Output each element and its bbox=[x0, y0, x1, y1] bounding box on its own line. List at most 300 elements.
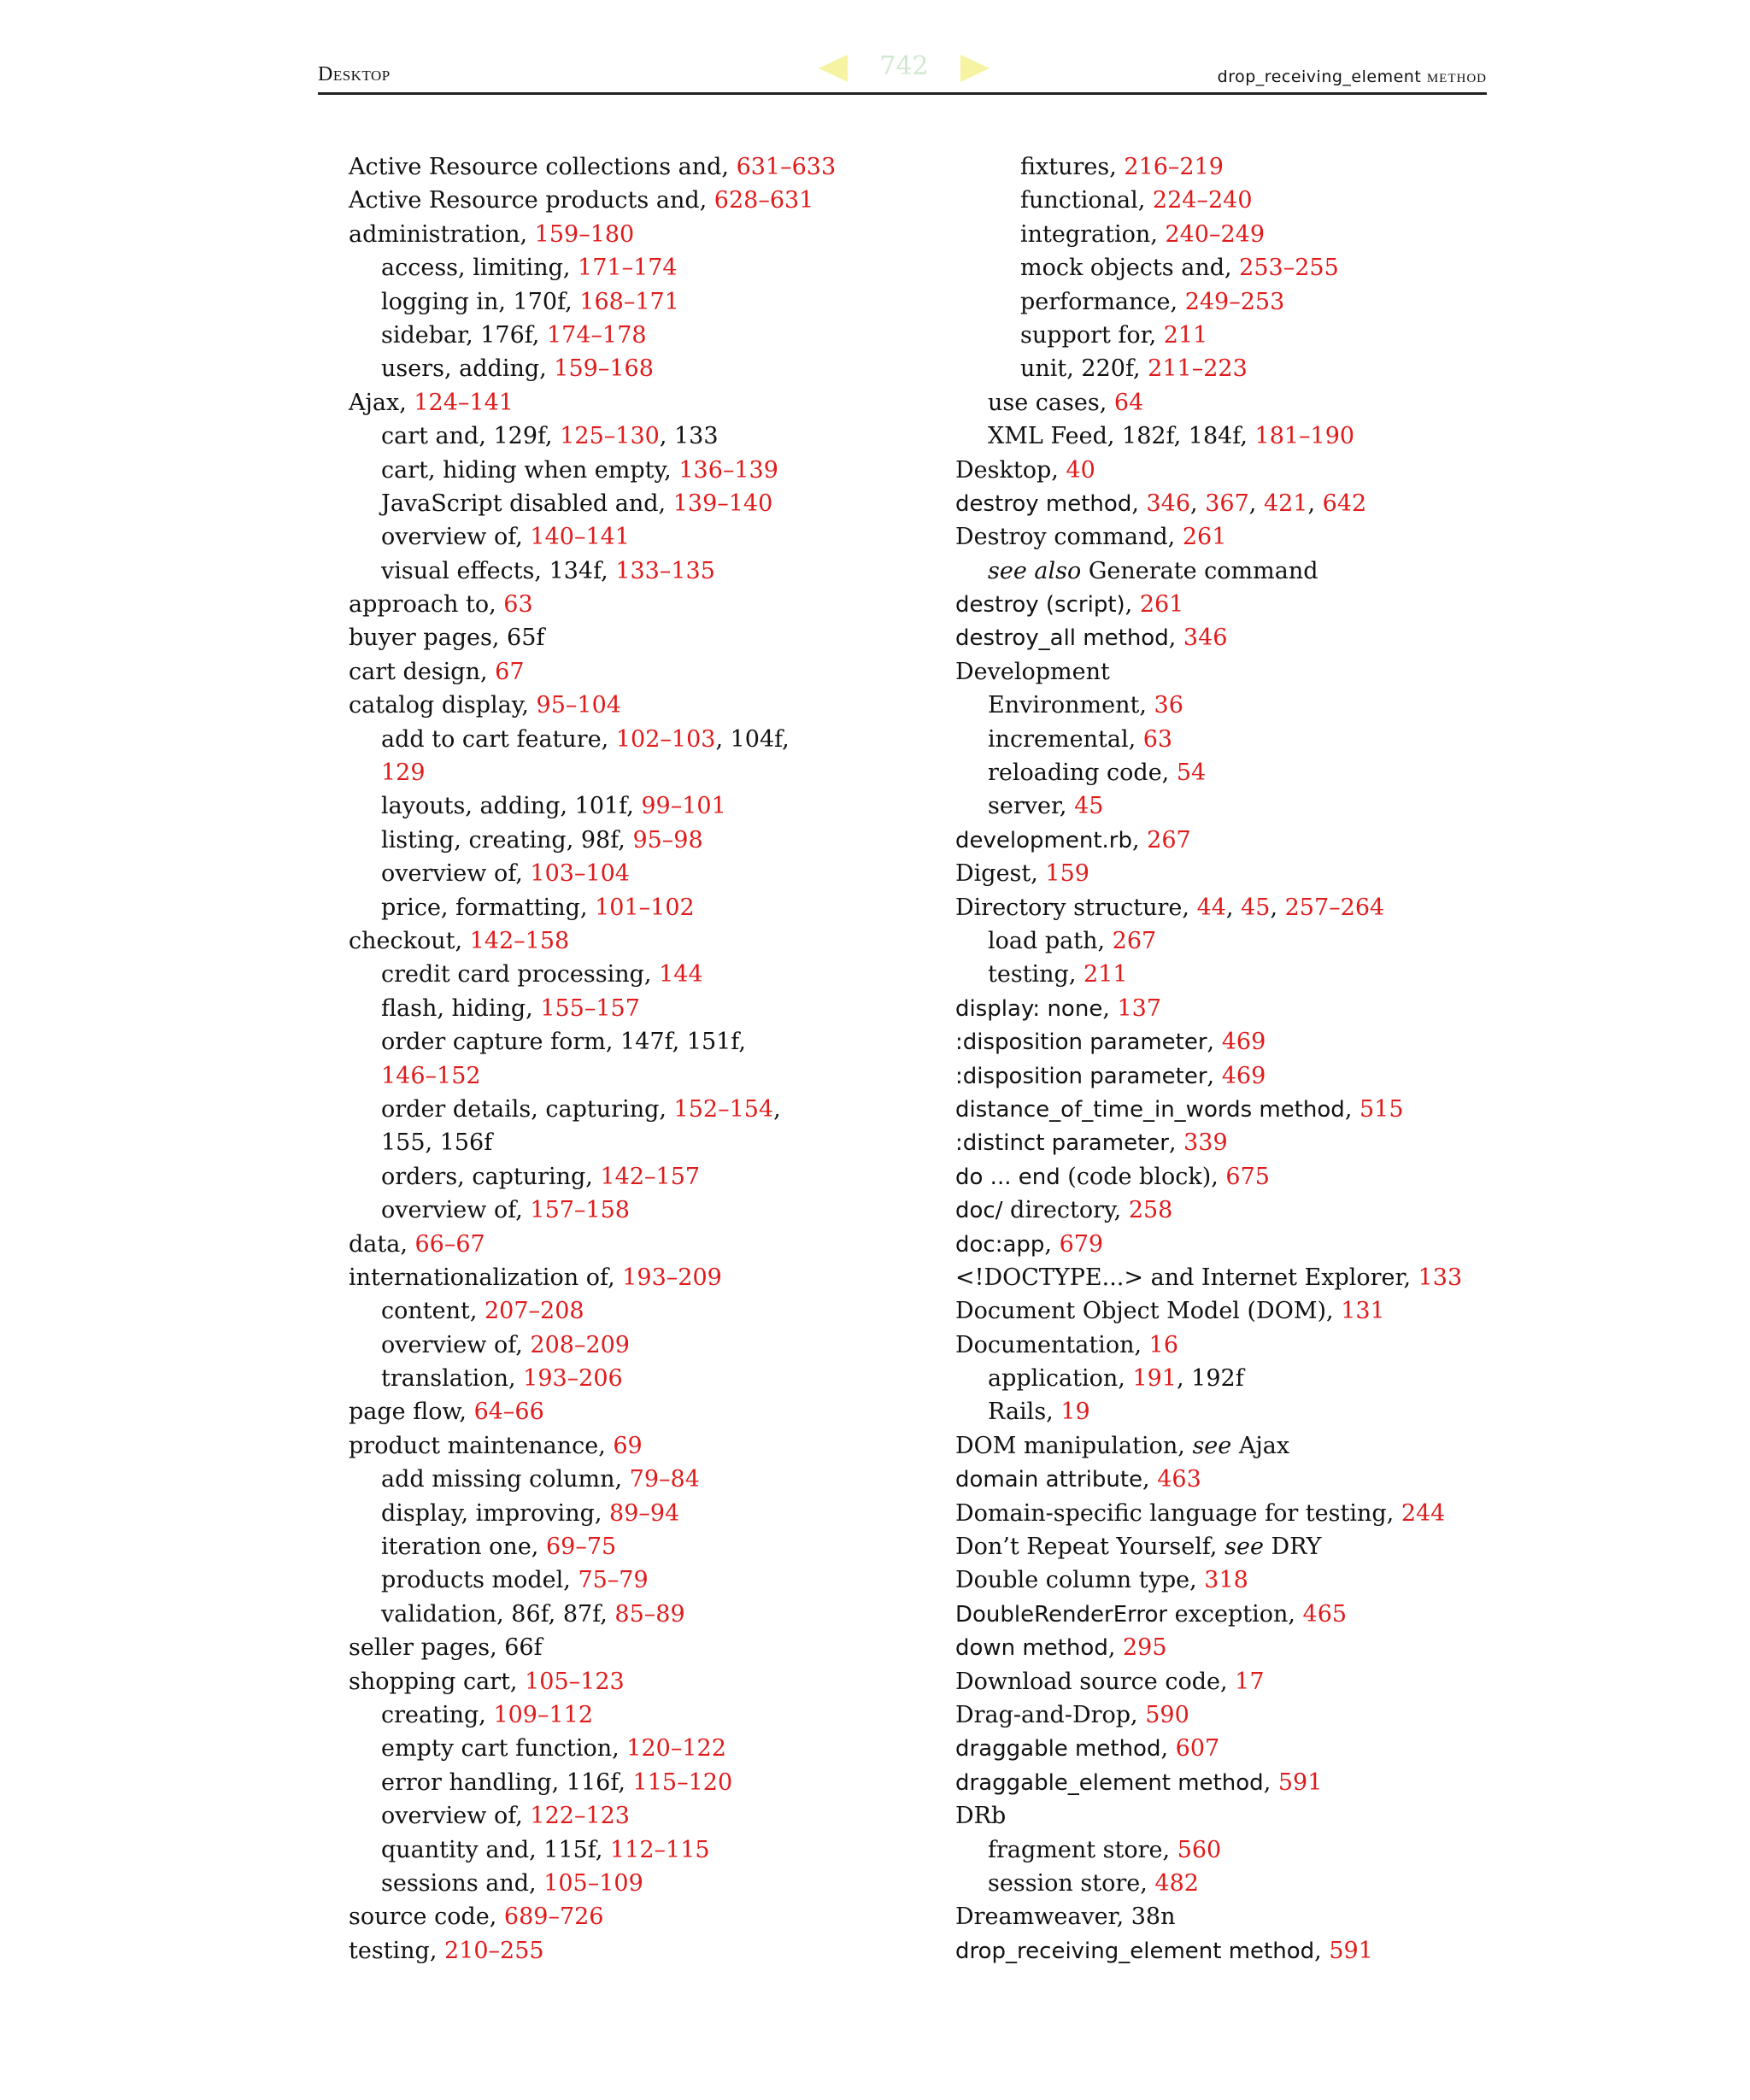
index-subentry bbox=[349, 1059, 896, 1093]
index-term-text: doc/ bbox=[955, 1198, 1003, 1224]
index-subentry bbox=[349, 1563, 896, 1597]
page-reference-link[interactable]: 211 bbox=[1163, 321, 1208, 349]
page-reference-link[interactable]: 16 bbox=[1148, 1331, 1178, 1358]
index-term-text: draggable_element method bbox=[955, 1769, 1264, 1796]
page-reference-link[interactable]: 469 bbox=[1221, 1029, 1266, 1056]
page-reference-link[interactable]: 465 bbox=[1302, 1600, 1348, 1628]
page-reference-link[interactable]: 142–157 bbox=[600, 1163, 701, 1190]
index-term-text: overview of, bbox=[381, 860, 531, 888]
page-reference-link[interactable]: 346 bbox=[1146, 490, 1191, 517]
page-reference-link[interactable]: 346 bbox=[1183, 625, 1228, 652]
index-term-text: display: none bbox=[955, 995, 1103, 1022]
page-reference-link[interactable]: 75–79 bbox=[578, 1567, 649, 1594]
index-term-text: Directory structure, bbox=[955, 894, 1197, 921]
index-entry bbox=[349, 689, 896, 722]
index-entry bbox=[955, 1563, 1502, 1597]
index-term-text: page flow, bbox=[349, 1399, 474, 1426]
index-subentry bbox=[955, 789, 1502, 823]
page-reference-link[interactable]: 244 bbox=[1401, 1499, 1446, 1527]
page-reference-link[interactable]: 261 bbox=[1182, 524, 1227, 551]
page-reference-link[interactable]: 95–104 bbox=[536, 692, 621, 719]
page-reference-link[interactable]: 463 bbox=[1157, 1466, 1201, 1493]
index-subentry bbox=[349, 1126, 896, 1159]
index-term-text: price, formatting, bbox=[381, 894, 596, 921]
page-reference-link[interactable]: 679 bbox=[1059, 1230, 1104, 1258]
page-reference-link[interactable]: 152–154 bbox=[673, 1095, 774, 1123]
index-term-text: :distinct parameter bbox=[955, 1130, 1169, 1157]
index-term-text: see bbox=[1192, 1432, 1232, 1459]
index-term-text: checkout, bbox=[349, 927, 470, 954]
index-entry bbox=[955, 1497, 1502, 1530]
index-subentry bbox=[955, 319, 1502, 352]
page-reference-link[interactable]: 208–209 bbox=[530, 1331, 630, 1358]
index-term-text: , bbox=[1125, 591, 1140, 619]
index-subentry bbox=[349, 419, 896, 453]
index-subentry bbox=[349, 789, 896, 823]
page-reference-link[interactable]: 482 bbox=[1154, 1869, 1199, 1897]
next-page-arrow-icon[interactable] bbox=[960, 55, 990, 82]
header-method-keyword: method bbox=[1426, 65, 1487, 86]
page-reference-link[interactable]: 133–135 bbox=[615, 557, 715, 584]
index-term-text: JavaScript disabled and, bbox=[381, 490, 673, 517]
page-reference-link[interactable]: 181–190 bbox=[1254, 423, 1355, 450]
index-term-text: empty cart function, bbox=[381, 1735, 627, 1763]
index-term-text: Download source code, bbox=[955, 1668, 1236, 1695]
index-subentry bbox=[955, 924, 1502, 958]
page-reference-link[interactable]: 99–101 bbox=[641, 793, 726, 820]
index-entry bbox=[955, 1194, 1502, 1227]
index-subentry bbox=[349, 1732, 896, 1765]
index-subentry bbox=[349, 824, 896, 857]
index-subentry bbox=[349, 1833, 896, 1867]
page-reference-link[interactable]: 137 bbox=[1117, 994, 1162, 1022]
page-reference-link[interactable]: 120–122 bbox=[626, 1735, 726, 1763]
index-subentry bbox=[955, 218, 1502, 251]
page-reference-link[interactable]: 469 bbox=[1221, 1062, 1266, 1089]
index-entry bbox=[955, 857, 1502, 890]
page-reference-link[interactable]: 261 bbox=[1139, 591, 1184, 619]
header-method-name: drop_receiving_element bbox=[1217, 67, 1422, 86]
index-entry bbox=[349, 1665, 896, 1698]
index-entry bbox=[349, 150, 896, 184]
page-reference-link[interactable]: 174–178 bbox=[546, 321, 647, 349]
page-reference-link[interactable]: 103–104 bbox=[530, 860, 630, 888]
page-reference-link[interactable]: 211–223 bbox=[1148, 355, 1248, 383]
index-subentry bbox=[349, 1799, 896, 1833]
index-term-text: , bbox=[1344, 1095, 1359, 1123]
page-reference-link[interactable]: 115–120 bbox=[632, 1769, 733, 1796]
page-reference-link[interactable]: 210–255 bbox=[444, 1937, 544, 1964]
index-term-text: creating, bbox=[381, 1701, 494, 1728]
index-term-text: functional, bbox=[1020, 187, 1153, 214]
index-entry bbox=[955, 1766, 1502, 1799]
page-reference-link[interactable]: 421 bbox=[1263, 490, 1308, 517]
index-term-text: integration, bbox=[1020, 220, 1166, 248]
index-subentry bbox=[349, 251, 896, 284]
page-reference-link[interactable]: 257–264 bbox=[1284, 894, 1385, 921]
index-term-text: fragment store, bbox=[988, 1836, 1177, 1863]
page-reference-link[interactable]: 267 bbox=[1112, 927, 1157, 954]
page-reference-link[interactable]: 85–89 bbox=[614, 1600, 685, 1628]
index-term-text: DOM manipulation, bbox=[955, 1432, 1193, 1459]
index-entry bbox=[955, 824, 1502, 857]
page-reference-link[interactable]: 63 bbox=[503, 591, 533, 619]
page-reference-link[interactable]: 146–152 bbox=[381, 1062, 481, 1089]
index-subentry bbox=[955, 352, 1502, 385]
index-subentry bbox=[955, 285, 1502, 319]
index-term-text: Don’t Repeat Yourself, bbox=[955, 1534, 1225, 1561]
page-reference-link[interactable]: 40 bbox=[1066, 456, 1095, 484]
page-reference-link[interactable]: 249–253 bbox=[1184, 288, 1285, 315]
index-subentry bbox=[349, 1093, 896, 1126]
page-reference-link[interactable]: 79–84 bbox=[629, 1466, 700, 1493]
page-reference-link[interactable]: 591 bbox=[1277, 1769, 1323, 1796]
index-subentry bbox=[349, 1025, 896, 1059]
page-reference-link[interactable]: 515 bbox=[1359, 1095, 1404, 1123]
page-reference-link[interactable]: 193–206 bbox=[523, 1365, 623, 1393]
index-term-text: session store, bbox=[988, 1869, 1155, 1897]
page-reference-link[interactable]: 67 bbox=[495, 658, 525, 685]
index-column-right bbox=[955, 150, 1502, 1968]
page-reference-link[interactable]: 159–168 bbox=[554, 355, 654, 383]
page-reference-link[interactable]: 139–140 bbox=[672, 490, 773, 517]
index-subentry bbox=[955, 150, 1502, 184]
index-term-text: destroy (script) bbox=[955, 592, 1125, 619]
page-reference-link[interactable]: 44 bbox=[1196, 894, 1226, 921]
index-term-text: sidebar, 176f, bbox=[381, 321, 547, 349]
page-reference-link[interactable]: 590 bbox=[1145, 1701, 1189, 1728]
page-reference-link[interactable]: 267 bbox=[1147, 826, 1191, 853]
page-reference-link[interactable]: 591 bbox=[1329, 1937, 1373, 1964]
index-term-text: Active Resource collections and, bbox=[349, 154, 737, 180]
page-reference-link[interactable]: 45 bbox=[1074, 793, 1104, 820]
index-entry bbox=[349, 386, 896, 419]
index-term-text: Digest, bbox=[955, 860, 1046, 888]
index-term-text: products model, bbox=[381, 1567, 578, 1594]
index-term-text: Drag-and-Drop, bbox=[955, 1701, 1146, 1728]
index-term-text: (code block), bbox=[1060, 1163, 1226, 1190]
index-entry bbox=[349, 924, 896, 958]
index-subentry bbox=[955, 958, 1502, 991]
page-reference-link[interactable]: 171–174 bbox=[578, 255, 678, 282]
page-reference-link[interactable]: 142–158 bbox=[469, 927, 570, 954]
index-term-text: , bbox=[1248, 490, 1264, 517]
index-term-text: approach to, bbox=[349, 591, 504, 619]
index-subentry bbox=[349, 454, 896, 487]
index-subentry bbox=[349, 1698, 896, 1732]
index-subentry bbox=[349, 1497, 896, 1530]
index-term-text: see also bbox=[988, 557, 1082, 584]
page-reference-link[interactable]: 224–240 bbox=[1152, 187, 1253, 214]
index-subentry bbox=[955, 1833, 1502, 1867]
index-term-text: , bbox=[1225, 894, 1242, 921]
index-term-text: Double column type, bbox=[955, 1567, 1205, 1594]
index-term-text: Domain-specific language for testing, bbox=[955, 1499, 1401, 1527]
index-term-text: quantity and, 115f, bbox=[381, 1836, 610, 1863]
index-subentry bbox=[955, 723, 1502, 756]
index-entry bbox=[955, 454, 1502, 487]
prev-page-arrow-icon[interactable] bbox=[819, 55, 848, 82]
index-entry bbox=[955, 1093, 1502, 1126]
index-entry bbox=[349, 1228, 896, 1261]
index-term-text: , bbox=[1190, 490, 1206, 517]
index-subentry bbox=[349, 1160, 896, 1194]
index-entry bbox=[349, 218, 896, 251]
page-reference-link[interactable]: 642 bbox=[1322, 490, 1367, 517]
index-term-text: cart and, 129f, bbox=[381, 423, 561, 450]
index-subentry bbox=[349, 857, 896, 890]
index-subentry bbox=[349, 520, 896, 554]
index-term-text: Ajax bbox=[1231, 1432, 1290, 1459]
index-term-text: overview of, bbox=[381, 1331, 531, 1358]
page-reference-link[interactable]: 129 bbox=[381, 760, 426, 787]
page-reference-link[interactable]: 54 bbox=[1176, 760, 1207, 787]
index-entry bbox=[955, 1429, 1502, 1463]
index-term-text: source code, bbox=[349, 1903, 504, 1931]
index-term-text: directory, bbox=[1002, 1197, 1129, 1224]
index-term-text: , bbox=[773, 1095, 781, 1123]
index-entry bbox=[349, 1261, 896, 1294]
page-reference-link[interactable]: 560 bbox=[1177, 1836, 1222, 1863]
index-entry bbox=[955, 1025, 1502, 1059]
page-reference-link[interactable]: 631–633 bbox=[736, 154, 837, 180]
page-reference-link[interactable]: 211 bbox=[1083, 961, 1128, 988]
index-term-text: support for, bbox=[1020, 321, 1164, 349]
page-reference-link[interactable]: 101–102 bbox=[595, 894, 695, 921]
index-term-text: order details, capturing, bbox=[381, 1095, 674, 1123]
index-entry bbox=[955, 1228, 1502, 1261]
index-term-text: shopping cart, bbox=[349, 1668, 526, 1695]
page-reference-link[interactable]: 69–75 bbox=[545, 1534, 617, 1561]
index-term-text: , bbox=[1314, 1937, 1330, 1964]
index-term-text: data, bbox=[349, 1230, 415, 1258]
index-term-text: , bbox=[1207, 1029, 1222, 1056]
index-subentry bbox=[349, 1294, 896, 1328]
index-entry bbox=[349, 655, 896, 689]
page-reference-link[interactable]: 89–94 bbox=[609, 1499, 680, 1527]
index-entry bbox=[955, 588, 1502, 621]
index-term-text: Desktop, bbox=[955, 456, 1066, 484]
index-term-text: , bbox=[1044, 1230, 1060, 1258]
page-reference-link[interactable]: 64–66 bbox=[473, 1399, 544, 1426]
index-entry bbox=[955, 1160, 1502, 1194]
page-reference-link[interactable]: 124–141 bbox=[414, 389, 514, 416]
page-reference-link[interactable]: 125–130 bbox=[560, 423, 660, 450]
header-entry-range bbox=[1218, 65, 1487, 87]
index-entry bbox=[955, 1126, 1502, 1159]
index-term-text: overview of, bbox=[381, 1197, 531, 1224]
index-subentry bbox=[955, 419, 1502, 453]
index-term-text: translation, bbox=[381, 1365, 524, 1393]
page-reference-link[interactable]: 122–123 bbox=[530, 1803, 630, 1830]
page-reference-link[interactable]: 102–103 bbox=[615, 725, 716, 753]
index-entry bbox=[349, 588, 896, 621]
index-term-text: :disposition parameter bbox=[955, 1063, 1207, 1089]
page-reference-link[interactable]: 168–171 bbox=[579, 288, 679, 315]
index-term-text: draggable method bbox=[955, 1736, 1161, 1763]
index-term-text: buyer pages, 65f bbox=[349, 625, 545, 652]
index-subentry bbox=[349, 487, 896, 520]
index-subentry bbox=[955, 689, 1502, 722]
page-reference-link[interactable]: 95–98 bbox=[632, 826, 703, 853]
page-reference-link[interactable]: 675 bbox=[1225, 1163, 1270, 1190]
page-reference-link[interactable]: 109–112 bbox=[493, 1701, 594, 1728]
index-term-text: overview of, bbox=[381, 1803, 531, 1830]
index-term-text: seller pages, 66f bbox=[349, 1634, 543, 1662]
index-entry bbox=[349, 1429, 896, 1463]
index-term-text: , bbox=[1270, 894, 1285, 921]
index-entry bbox=[955, 1799, 1502, 1833]
index-term-text: users, adding, bbox=[381, 355, 555, 383]
index-term-text: see bbox=[1224, 1534, 1264, 1561]
index-subentry bbox=[349, 319, 896, 352]
index-column-left bbox=[349, 150, 896, 1968]
index-term-text: , 133 bbox=[659, 423, 719, 450]
index-entry bbox=[955, 655, 1502, 689]
index-entry bbox=[955, 621, 1502, 654]
index-term-text: destroy_all method bbox=[955, 625, 1169, 652]
index-term-text: overview of, bbox=[381, 524, 531, 551]
page-reference-link[interactable]: 295 bbox=[1123, 1634, 1167, 1662]
index-term-text: unit, 220f, bbox=[1020, 355, 1148, 383]
index-term-text: Ajax, bbox=[349, 389, 414, 416]
index-term-text: Documentation, bbox=[955, 1331, 1149, 1358]
index-subentry bbox=[955, 756, 1502, 789]
index-subentry bbox=[349, 723, 896, 756]
page-reference-link[interactable]: 216–219 bbox=[1124, 154, 1224, 180]
index-term-text: visual effects, 134f, bbox=[381, 557, 616, 584]
index-subentry bbox=[349, 992, 896, 1025]
page-reference-link[interactable]: 105–109 bbox=[543, 1869, 643, 1897]
index-term-text: exception, bbox=[1167, 1600, 1303, 1628]
index-term-text: server, bbox=[988, 793, 1075, 820]
index-term-text: testing, bbox=[349, 1937, 445, 1964]
index-subentry bbox=[349, 1362, 896, 1395]
page-reference-link[interactable]: 155–157 bbox=[540, 994, 640, 1022]
index-term-text: , bbox=[1207, 1062, 1222, 1089]
index-term-text: Destroy command, bbox=[955, 524, 1183, 551]
index-entry bbox=[955, 1698, 1502, 1732]
page-reference-link[interactable]: 17 bbox=[1235, 1668, 1265, 1695]
index-term-text: XML Feed, 182f, 184f, bbox=[988, 423, 1255, 450]
index-term-text: use cases, bbox=[988, 389, 1114, 416]
page-reference-link[interactable]: 191 bbox=[1132, 1365, 1177, 1393]
header-section-title: Desktop bbox=[318, 63, 391, 85]
index-term-text: performance, bbox=[1020, 288, 1185, 315]
index-term-text: Dreamweaver, 38n bbox=[955, 1903, 1176, 1931]
index-term-text: Active Resource products and, bbox=[349, 187, 714, 214]
page-reference-link[interactable]: 193–209 bbox=[622, 1264, 722, 1291]
index-term-text: , bbox=[1263, 1769, 1278, 1796]
index-term-text: product maintenance, bbox=[349, 1432, 614, 1459]
index-term-text: load path, bbox=[988, 927, 1113, 954]
index-term-text: sessions and, bbox=[381, 1869, 544, 1897]
page-reference-link[interactable]: 19 bbox=[1060, 1399, 1090, 1426]
page-navigator bbox=[819, 48, 990, 89]
page-reference-link[interactable]: 131 bbox=[1341, 1298, 1385, 1325]
index-term-text: application, bbox=[988, 1365, 1133, 1393]
page-reference-link[interactable]: 112–115 bbox=[610, 1836, 710, 1863]
page-reference-link[interactable]: 258 bbox=[1128, 1197, 1173, 1224]
index-subentry bbox=[955, 386, 1502, 419]
index-term-text: , bbox=[1168, 1129, 1184, 1157]
page-reference-link[interactable]: 628–631 bbox=[714, 187, 814, 214]
page-reference-link[interactable]: 157–158 bbox=[530, 1197, 630, 1224]
index-entry bbox=[955, 1329, 1502, 1362]
index-entry bbox=[349, 1934, 896, 1968]
index-term-text: , 192f bbox=[1177, 1365, 1244, 1393]
index-entry bbox=[955, 1530, 1502, 1563]
index-term-text: add to cart feature, bbox=[381, 725, 616, 753]
index-term-text: , bbox=[1142, 1466, 1158, 1493]
index-term-text: incremental, bbox=[988, 725, 1143, 753]
page-reference-link[interactable]: 159–180 bbox=[534, 220, 635, 248]
page-reference-link[interactable]: 140–141 bbox=[530, 524, 630, 551]
index-subentry bbox=[349, 756, 896, 789]
page-reference-link[interactable]: 240–249 bbox=[1165, 220, 1266, 248]
page-reference-link[interactable]: 318 bbox=[1204, 1567, 1248, 1594]
index-term-text: add missing column, bbox=[381, 1466, 630, 1493]
index-term-text: mock objects and, bbox=[1020, 255, 1240, 282]
page-reference-link[interactable]: 105–123 bbox=[525, 1668, 625, 1695]
index-term-text: Document Object Model (DOM), bbox=[955, 1298, 1342, 1325]
index-term-text: do ... end bbox=[955, 1164, 1060, 1190]
index-entry bbox=[955, 487, 1502, 520]
page-reference-link[interactable]: 339 bbox=[1183, 1129, 1228, 1157]
index-term-text: distance_of_time_in_words method bbox=[955, 1096, 1345, 1123]
page-reference-link[interactable]: 253–255 bbox=[1239, 255, 1339, 282]
index-term-text: Generate command bbox=[1081, 557, 1318, 584]
index-term-text: fixtures, bbox=[1020, 154, 1125, 180]
index-subentry bbox=[349, 352, 896, 385]
index-term-text: layouts, adding, 101f, bbox=[381, 793, 642, 820]
index-term-text: , bbox=[1168, 625, 1183, 652]
index-entry bbox=[955, 1732, 1502, 1765]
index-term-text: cart, hiding when empty, bbox=[381, 456, 679, 484]
page-reference-link[interactable]: 136–139 bbox=[678, 456, 778, 484]
index-term-text: reloading code, bbox=[988, 760, 1177, 787]
index-term-text: validation, 86f, 87f, bbox=[381, 1600, 615, 1628]
index-term-text: access, limiting, bbox=[381, 255, 578, 282]
index-subentry bbox=[349, 1867, 896, 1900]
index-term-text: order capture form, 147f, 151f, bbox=[381, 1029, 746, 1056]
page-reference-link[interactable]: 607 bbox=[1175, 1735, 1220, 1763]
index-subentry bbox=[955, 1395, 1502, 1428]
page-reference-link[interactable]: 159 bbox=[1045, 860, 1089, 888]
page-reference-link[interactable]: 207–208 bbox=[484, 1298, 584, 1325]
index-term-text: listing, creating, 98f, bbox=[381, 826, 633, 853]
index-term-text: , bbox=[1131, 826, 1148, 853]
page-reference-link[interactable]: 36 bbox=[1154, 692, 1183, 719]
page-reference-link[interactable]: 689–726 bbox=[503, 1903, 604, 1931]
page-reference-link[interactable]: 69 bbox=[613, 1432, 643, 1459]
index-term-text: development.rb bbox=[955, 827, 1132, 853]
page-reference-link[interactable]: 45 bbox=[1241, 894, 1271, 921]
index-term-text: Environment, bbox=[988, 692, 1154, 719]
index-term-text: content, bbox=[381, 1298, 484, 1325]
page-reference-link[interactable]: 63 bbox=[1142, 725, 1173, 753]
page-reference-link[interactable]: 133 bbox=[1418, 1264, 1463, 1291]
index-subentry bbox=[349, 1530, 896, 1563]
index-term-text: domain attribute bbox=[955, 1467, 1143, 1493]
index-subentry bbox=[955, 251, 1502, 284]
index-subentry bbox=[349, 1463, 896, 1496]
page-reference-link[interactable]: 66–67 bbox=[414, 1230, 485, 1258]
page-reference-link[interactable]: 64 bbox=[1113, 389, 1144, 416]
page-reference-link[interactable]: 144 bbox=[659, 961, 703, 988]
page-reference-link[interactable]: 367 bbox=[1205, 490, 1249, 517]
index-term-text: iteration one, bbox=[381, 1534, 546, 1561]
